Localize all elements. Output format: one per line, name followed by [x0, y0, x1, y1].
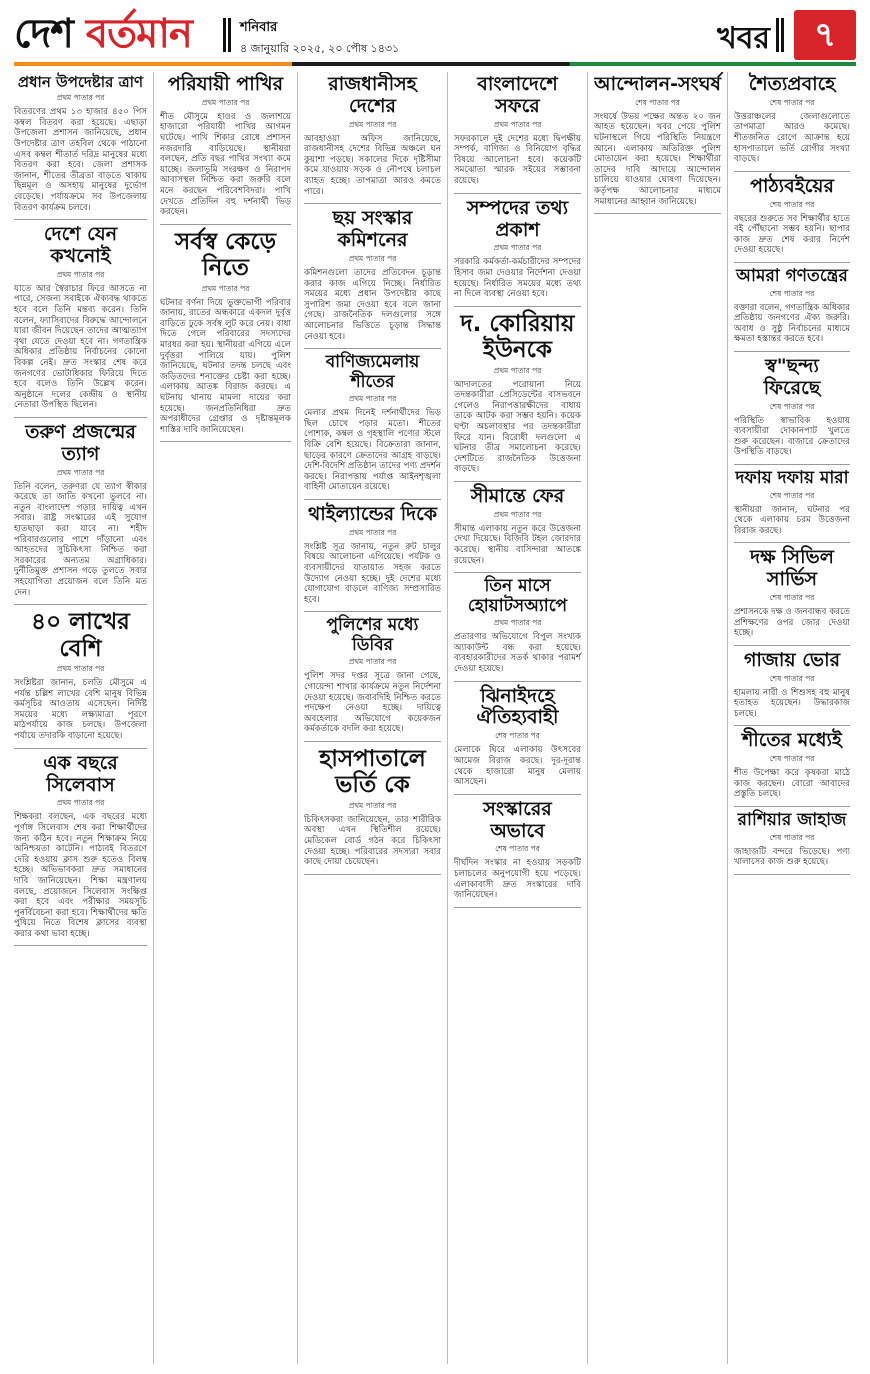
story-divider [304, 203, 441, 204]
story-body: সংঘর্ষে উভয় পক্ষের অন্তত ২০ জন আহত হয়েছেন। খবর পেয়ে পুলিশ ঘটনাস্থলে গিয়ে পরিস্থিতি নিয়ন্ত্রণে আনে। এলাকায় অতিরিক্ত পুলিশ মোতায়েন করা হয়েছে। শিক্ষার্থীরা তাদের দাবি আদায়ে আন্দোলন চালিয়ে যাওয়ার ঘোষণা দিয়েছেন। কর্তৃপক্ষ আলোচনার মাধ্যমে সমাধানের আহ্বান জানিয়েছে। [594, 111, 721, 207]
news-story [454, 486, 581, 566]
story-divider [304, 611, 441, 612]
story-divider [454, 306, 581, 307]
story-headline[interactable]: সংস্কারের অভাবে [483, 797, 552, 842]
story-headline[interactable]: তরুণ প্রজন্মের ত্যাগ [25, 421, 136, 465]
story-headline[interactable]: দ. কোরিয়ায় ইউনকে [460, 310, 575, 364]
continued-from-label: প্রথম পাতার পর [56, 467, 105, 477]
logo-text-2: বর্তমান [85, 11, 192, 57]
continued-from-label: প্রথম পাতার পর [348, 527, 397, 537]
story-headline[interactable]: তিন মাসে হোয়াটসঅ্যাপে [467, 576, 568, 616]
news-story [304, 74, 441, 197]
news-story [734, 267, 850, 345]
column-2 [160, 72, 298, 1364]
story-divider [14, 748, 147, 749]
story-body: পরিস্থিতি স্বাভাবিক হওয়ায় ব্যবসায়ীরা দোকানপাট খুলতে শুরু করেছেন। বাজারে ক্রেতাদের উপস্থিতি বাড়ছে। [734, 415, 850, 458]
news-story [304, 504, 441, 605]
story-divider [304, 741, 441, 742]
story-divider [734, 874, 850, 875]
news-story [734, 811, 850, 868]
story-divider [734, 542, 850, 543]
story-body: আদালতের পরোয়ানা নিয়ে তদন্তকারীরা প্রেসিডেন্টের বাসভবনে গেলেও নিরাপত্তারক্ষীদের বাধায় তাকে আটক করা সম্ভব হয়নি। কয়েক ঘণ্টা অচলাবস্থার পর তদন্তকারীরা ফিরে যান। বিরোধী দলগুলো এ ঘটনার তীব্র সমালোচনা করেছে। দেশটিতে রাজনৈতিক উত্তেজনা বাড়ছে। [454, 379, 581, 475]
story-body: বক্তারা বলেন, গণতান্ত্রিক অধিকার প্রতিষ্ঠায় জনগণের ঐক্য জরুরি। অবাধ ও সুষ্ঠু নির্বাচনের মাধ্যমে ক্ষমতা হস্তান্তর করতে হবে। [734, 302, 850, 345]
story-headline[interactable]: হাসপাতালে ভর্তি কে [319, 746, 426, 799]
story-divider [14, 219, 147, 220]
story-headline[interactable]: সর্বস্ব কেড়ে নিতে [174, 228, 277, 282]
story-body: দীর্ঘদিন সংস্কার না হওয়ায় সড়কটি চলাচলের অনুপযোগী হয়ে পড়েছে। এলাকাবাসী দ্রুত সংস্কারের দাবি জানিয়েছেন। [454, 858, 581, 901]
news-story [454, 74, 581, 187]
continued-from-label: শেষ পাতার পর [495, 844, 540, 854]
news-story [454, 686, 581, 788]
story-body: আবহাওয়া অফিস জানিয়েছে, রাজধানীসহ দেশের বিভিন্ন অঞ্চলে ঘন কুয়াশা পড়ছে। সকালের দিকে দৃষ্টিসীমা কমে যাওয়ায় সড়ক ও নৌপথে চলাচল ব্যাহত হচ্ছে। তাপমাত্রা আরও কমতে পারে। [304, 133, 441, 197]
continued-from-label: শেষ পাতার পর [769, 673, 815, 683]
story-divider [14, 417, 147, 418]
story-body: যাতে আর স্বৈরাচার ফিরে আসতে না পারে, সেজন্য সবাইকে ঐক্যবদ্ধ থাকতে হবে বলে তিনি মন্তব্য করেন। তিনি বলেন, ফ্যাসিবাদের বিরুদ্ধে আন্দোলনে যারা জীবন দিয়েছেন তাদের আত্মত্যাগ বৃথা যেতে দেওয়া হবে না। গণতান্ত্রিক অধিকার প্রতিষ্ঠায় নির্বাচনের কোনো বিকল্প নেই। দ্রুত সংস্কার শেষ করে জনগণের ভোটাধিকার ফিরিয়ে দিতে হবে বলেও তিনি উল্লেখ করেন। অনুষ্ঠানে দলের কেন্দ্রীয় ও স্থানীয় নেতারা উপস্থিত ছিলেন। [14, 283, 147, 411]
story-divider [454, 193, 581, 194]
story-body: সফরকালে দুই দেশের মধ্যে দ্বিপক্ষীয় সম্পর্ক, বাণিজ্য ও বিনিয়োগ বৃদ্ধির বিষয়ে আলোচনা হবে। কয়েকটি সমঝোতা স্মারক সইয়ের সম্ভাবনা রয়েছে। [454, 133, 581, 187]
story-headline[interactable]: ছয় সংস্কার কমিশনের [332, 207, 413, 252]
story-headline[interactable]: ৪০ লাখের বেশি [31, 609, 130, 662]
section-divider [776, 18, 784, 52]
news-story [594, 74, 721, 207]
story-divider [304, 874, 441, 875]
news-story [14, 422, 147, 598]
issue-day: শনিবার [240, 20, 278, 35]
story-divider [734, 806, 850, 807]
continued-from-label: প্রথম পাতার পর [348, 657, 397, 667]
continued-from-label: শেষ পাতার পর [769, 401, 815, 411]
story-body: সরকারি কর্মকর্তা-কর্মচারীদের সম্পদের হিসাব জমা দেওয়ার নির্দেশনা দেওয়া হয়েছে। নির্ধারিত সময়ের মধ্যে তথ্য না দিলে ব্যবস্থা নেওয়া হবে। [454, 257, 581, 300]
column-3 [304, 72, 448, 1364]
masthead-divider [223, 18, 231, 52]
story-body: প্রশাসনকে দক্ষ ও জনবান্ধব করতে প্রশিক্ষণের ওপর জোর দেওয়া হচ্ছে। [734, 607, 850, 639]
story-body: স্থানীয়রা জানান, ঘটনার পর থেকে এলাকায় চরম উত্তেজনা বিরাজ করছে। [734, 504, 850, 536]
story-headline[interactable]: পাঠ্যবইয়ের [750, 174, 834, 197]
story-body: তিনি বলেন, তরুণরা যে ত্যাগ স্বীকার করেছে তা জাতি কখনো ভুলবে না। নতুন বাংলাদেশ গড়ার দায়িত্ব এখন সবার। রাষ্ট্র সংস্কারের এই সুযোগ হাতছাড়া করা যাবে না। শহীদ পরিবারগুলোর পাশে দাঁড়ানো এবং আহতদের সুচিকিৎসা নিশ্চিত করা সরকারের অন্যতম অগ্রাধিকার। দুর্নীতিমুক্ত প্রশাসন গড়ে তুলতে সবার সহযোগিতা প্রয়োজন বলে তিনি মত দেন। [14, 481, 147, 598]
continued-from-label: প্রথম পাতার পর [348, 119, 397, 129]
news-story [454, 799, 581, 901]
story-headline[interactable]: ঝিনাইদহে ঐতিহ্যবাহী [476, 684, 559, 729]
column-6 [734, 72, 856, 1364]
story-divider [160, 224, 291, 225]
story-headline[interactable]: আমরা গণতন্ত্রের [736, 266, 848, 287]
masthead [0, 0, 870, 68]
story-headline[interactable]: রাজধানীসহ দেশের [328, 73, 417, 117]
continued-from-label: প্রথম পাতার পর [348, 394, 397, 404]
story-divider [14, 604, 147, 605]
story-body: শিক্ষকরা বলছেন, এক বছরের মধ্যে পূর্ণাঙ্গ সিলেবাস শেষ করা শিক্ষার্থীদের জন্য কঠিন হবে। নতুন শিক্ষাক্রম নিয়ে অনিশ্চয়তা কাটেনি। পাঠ্যবই বিতরণে দেরি হওয়ায় ক্লাস শুরু হতেও বিলম্ব হচ্ছে। অভিভাবকরা দ্রুত সমাধানের দাবি জানিয়েছেন। শিক্ষা মন্ত্রণালয় বলছে, প্রয়োজনে সিলেবাস সংক্ষিপ্ত করা হবে এবং পরীক্ষার সময়সূচি পুনর্বিবেচনা করা হবে। শিক্ষার্থীদের ক্ষতি পুষিয়ে নিতে বিশেষ ক্লাসের ব্যবস্থা করার কথা ভাবা হচ্ছে। [14, 812, 147, 939]
story-headline[interactable]: পুলিশের মধ্যে ডিবির [326, 615, 419, 655]
story-divider [734, 725, 850, 726]
story-headline[interactable]: গাজায় ভোর [743, 648, 841, 671]
story-divider [454, 572, 581, 573]
news-story [304, 353, 441, 493]
story-body: শীত উপেক্ষা করে কৃষকরা মাঠে কাজ করছেন। বোরো আবাদের প্রস্তুতি চলছে। [734, 768, 850, 800]
story-headline[interactable]: থাইল্যান্ডের দিকে [307, 502, 438, 525]
continued-from-label: শেষ পাতার পর [769, 288, 815, 298]
continued-from-label: প্রথম পাতার পর [493, 509, 542, 519]
continued-from-label: প্রথম পাতার পর [56, 664, 105, 674]
news-story [160, 74, 291, 218]
news-story [734, 356, 850, 458]
news-story [14, 74, 147, 213]
continued-from-label: শেষ পাতার পর [769, 832, 815, 842]
continued-from-label: শেষ পাতার পর [635, 97, 680, 107]
story-headline[interactable]: এক বছরে সিলেবাস [43, 751, 118, 796]
news-story [734, 650, 850, 720]
story-body: মেলাকে ঘিরে এলাকায় উৎসবের আমেজ বিরাজ করছে। দূর-দূরান্ত থেকে হাজারো মানুষ মেলায় আসছেন। [454, 745, 581, 788]
continued-from-label: প্রথম পাতার পর [348, 253, 397, 263]
column-1 [14, 72, 154, 1364]
story-headline[interactable]: সীমান্তে ফের [470, 484, 565, 507]
news-story [734, 469, 850, 536]
story-body: বিতরণের প্রথম ১৩ হাজার ৪৫০ পিস কম্বল বিতরণ করা হয়েছে। এছাড়া উপজেলা প্রশাসন জানিয়েছে, প্রধান উপদেষ্টার ত্রাণ তহবিল থেকে পাঠানো এসব কম্বল শীতার্ত দরিদ্র মানুষের মধ্যে বিতরণ করা হবে। জেলা প্রশাসক জানান, শীতের তীব্রতা বাড়তে থাকায় ছিন্নমূল ও অসহায় মানুষের দুর্ভোগ বেড়েছে। পর্যায়ক্রমে সব উপজেলায় বিতরণ কার্যক্রম চলবে। [14, 107, 147, 213]
story-divider [734, 351, 850, 352]
issue-date: ৪ জানুয়ারি ২০২৫, ২০ পৌষ ১৪৩১ [240, 42, 400, 55]
continued-from-label: প্রথম পাতার পর [493, 243, 542, 253]
story-headline[interactable]: শৈত্যপ্রবাহে [748, 73, 836, 95]
story-divider [734, 645, 850, 646]
news-story [454, 577, 581, 674]
news-story [14, 609, 147, 741]
story-body: সংশ্লিষ্টরা জানান, চলতি মৌসুমে এ পর্যন্ত চল্লিশ লাখের বেশি মানুষ বিভিন্ন কর্মসূচির আওতায় এসেছেন। নির্দিষ্ট সময়ের মধ্যে লক্ষ্যমাত্রা পূরণে মাঠপর্যায়ে কাজ চলছে। উপজেলা পর্যায়ে তদারকি বাড়ানো হয়েছে। [14, 678, 147, 742]
story-divider [734, 171, 850, 172]
story-body: জাহাজটি বন্দরে ভিড়েছে। পণ্য খালাসের কাজ শুরু হয়েছে। [734, 846, 850, 868]
story-body: শীত মৌসুমে হাওর ও জলাশয়ে হাজারো পরিযায়ী পাখির আগমন ঘটেছে। পাখি শিকার রোধে প্রশাসন নজরদারি বাড়িয়েছে। স্থানীয়রা বলছেন, প্রতি বছর পাখির সংখ্যা কমে যাচ্ছে। জলাভূমি সংরক্ষণ ও নিরাপদ আবাসস্থল নিশ্চিত করা জরুরি বলে মনে করছেন পরিবেশবিদরা। পাখি দেখতে প্রতিদিন বহু দর্শনার্থী ভিড় করছেন। [160, 111, 291, 218]
newspaper-logo[interactable] [14, 11, 192, 57]
news-story [14, 753, 147, 940]
news-story [304, 208, 441, 342]
story-headline[interactable]: আন্দোলন-সংঘর্ষ [594, 73, 721, 95]
news-story [14, 224, 147, 411]
news-story [734, 176, 850, 256]
story-body: পুলিশ সদর দপ্তর সূত্রে জানা গেছে, গোয়েন্দা শাখার কার্যক্রমে নতুন নির্দেশনা দেওয়া হয়েছে। জবাবদিহি নিশ্চিত করতে পদক্ষেপ নেওয়া হচ্ছে। দায়িত্বে অবহেলার অভিযোগে কয়েকজন কর্মকর্তাকে বদলি করা হয়েছে। [304, 671, 441, 735]
news-story [454, 311, 581, 475]
story-divider [454, 794, 581, 795]
story-headline[interactable]: রাশিয়ার জাহাজ [737, 810, 847, 831]
story-body: বছরের শুরুতে সব শিক্ষার্থীর হাতে বই পৌঁছানো সম্ভব হয়নি। ছাপার কাজ দ্রুত শেষ করার নির্দেশ দেওয়া হয়েছে। [734, 213, 850, 256]
story-divider [304, 499, 441, 500]
news-page [14, 72, 856, 1364]
continued-from-label: প্রথম পাতার পর [56, 269, 105, 279]
story-body: চিকিৎসকরা জানিয়েছেন, তার শারীরিক অবস্থা এখন স্থিতিশীল রয়েছে। মেডিকেল বোর্ড গঠন করে চিকিৎসা দেওয়া হচ্ছে। পরিবারের সদস্যরা সবার কাছে দোয়া চেয়েছেন। [304, 814, 441, 868]
story-divider [454, 907, 581, 908]
tricolor-rule [14, 62, 856, 66]
news-story [734, 74, 850, 165]
story-headline[interactable]: পরিযায়ী পাখির [167, 73, 284, 95]
story-headline[interactable]: সম্পদের তথ্য প্রকাশ [466, 196, 569, 241]
story-headline[interactable]: বাণিজ্যমেলায় শীতের [325, 352, 420, 392]
story-divider [160, 441, 291, 442]
story-divider [454, 681, 581, 682]
story-divider [454, 481, 581, 482]
story-headline[interactable]: প্রধান উপদেষ্টার ত্রাণ [17, 73, 144, 91]
story-divider [304, 348, 441, 349]
continued-from-label: প্রথম পাতার পর [201, 97, 250, 107]
continued-from-label: প্রথম পাতার পর [201, 283, 250, 293]
continued-from-label: শেষ পাতার পর [495, 731, 540, 741]
column-5 [594, 72, 728, 1364]
story-divider [14, 945, 147, 946]
story-divider [734, 464, 850, 465]
story-divider [594, 213, 721, 214]
story-body: কমিশনগুলো তাদের প্রতিবেদন চূড়ান্ত করার কাজ এগিয়ে নিচ্ছে। নির্ধারিত সময়ের মধ্যে প্রধান উপদেষ্টার কাছে সুপারিশ জমা দেওয়া হবে বলে জানা গেছে। রাজনৈতিক দলগুলোর সঙ্গে আলোচনার ভিত্তিতে চূড়ান্ত সিদ্ধান্ত নেওয়া হবে। [304, 267, 441, 342]
logo-text-1: দেশ [14, 11, 73, 57]
story-headline[interactable]: দেশে যেন কখনোই [43, 223, 118, 268]
news-story [734, 547, 850, 638]
story-body: প্রতারণার অভিযোগে বিপুল সংখ্যক অ্যাকাউন্ট বন্ধ করা হয়েছে। ব্যবহারকারীদের সতর্ক থাকার পরামর্শ দেওয়া হয়েছে। [454, 632, 581, 675]
continued-from-label: শেষ পাতার পর [769, 97, 815, 107]
story-divider [734, 262, 850, 263]
story-headline[interactable]: শীতের মধ্যেই [742, 729, 842, 752]
continued-from-label: প্রথম পাতার পর [493, 365, 542, 375]
continued-from-label: শেষ পাতার পর [769, 593, 815, 603]
story-headline[interactable]: স্ব"ছন্দ্য ফিরেছে [763, 354, 821, 399]
story-headline[interactable]: দক্ষ সিভিল সার্ভিস [750, 546, 834, 591]
story-body: সীমান্ত এলাকায় নতুন করে উত্তেজনা দেখা দিয়েছে। বিজিবি টহল জোরদার করেছে। স্থানীয় বাসিন্দারা আতঙ্কে রয়েছেন। [454, 523, 581, 566]
news-story [160, 229, 291, 436]
news-story [734, 730, 850, 800]
continued-from-label: শেষ পাতার পর [769, 199, 815, 209]
continued-from-label: প্রথম পাতার পর [56, 93, 105, 103]
continued-from-label: প্রথম পাতার পর [493, 119, 542, 129]
story-headline[interactable]: বাংলাদেশে সফরে [477, 73, 558, 117]
story-body: ঘটনার বর্ণনা দিয়ে ভুক্তভোগী পরিবার জানায়, রাতের অন্ধকারে একদল দুর্বৃত্ত বাড়িতে ঢুকে সর্বস্ব লুট করে নেয়। বাধা দিতে গেলে পরিবারের সদস্যদের মারধর করা হয়। স্থানীয়রা এগিয়ে এলে দুর্বৃত্তরা পালিয়ে যায়। পুলিশ জানিয়েছে, ঘটনার তদন্ত চলছে এবং জড়িতদের শনাক্তের চেষ্টা করা হচ্ছে। এলাকায় আতঙ্ক বিরাজ করছে। এ ঘটনায় থানায় মামলা দায়ের করা হয়েছে। জনপ্রতিনিধিরা দ্রুত অপরাধীদের গ্রেপ্তার ও দৃষ্টান্তমূলক শাস্তির দাবি জানিয়েছেন। [160, 297, 291, 435]
section-title: খবর [717, 21, 770, 56]
column-4 [454, 72, 588, 1364]
continued-from-label: প্রথম পাতার পর [493, 618, 542, 628]
story-body: মেলার প্রথম দিনেই দর্শনার্থীদের ভিড় ছিল চোখে পড়ার মতো। শীতের পোশাক, কম্বল ও গৃহস্থালি পণ্যের স্টলে বিক্রি বেশি হয়েছে। বিক্রেতারা জানান, ছাড়ের কারণে ক্রেতাদের আগ্রহ বাড়ছে। দেশি-বিদেশি প্রতিষ্ঠান তাদের পণ্য প্রদর্শন করছে। নিরাপত্তায় পর্যাপ্ত আইনশৃঙ্খলা বাহিনী মোতায়েন রয়েছে। [304, 408, 441, 493]
continued-from-label: শেষ পাতার পর [769, 754, 815, 764]
story-body: সংশ্লিষ্ট সূত্র জানায়, নতুন রুট চালুর বিষয়ে আলোচনা এগিয়েছে। পর্যটক ও ব্যবসায়ীদের যাতায়াত সহজ করতে উদ্যোগ নেওয়া হচ্ছে। দুই দেশের মধ্যে যোগাযোগ বাড়লে বাণিজ্য সম্প্রসারিত হবে। [304, 541, 441, 605]
continued-from-label: প্রথম পাতার পর [348, 800, 397, 810]
news-story [454, 198, 581, 300]
page-number-badge: ৭ [794, 10, 856, 60]
continued-from-label: প্রথম পাতার পর [56, 798, 105, 808]
continued-from-label: শেষ পাতার পর [769, 490, 815, 500]
story-headline[interactable]: দফায় দফায় মারা [735, 468, 849, 489]
story-body: উত্তরাঞ্চলের জেলাগুলোতে তাপমাত্রা আরও কমেছে। শীতজনিত রোগে আক্রান্ত হয়ে হাসপাতালে ভর্তি রোগীর সংখ্যা বাড়ছে। [734, 111, 850, 165]
news-story [304, 746, 441, 868]
news-story [304, 616, 441, 735]
story-body: হামলায় নারী ও শিশুসহ বহু মানুষ হতাহত হয়েছেন। উদ্ধারকাজ চলছে। [734, 687, 850, 719]
